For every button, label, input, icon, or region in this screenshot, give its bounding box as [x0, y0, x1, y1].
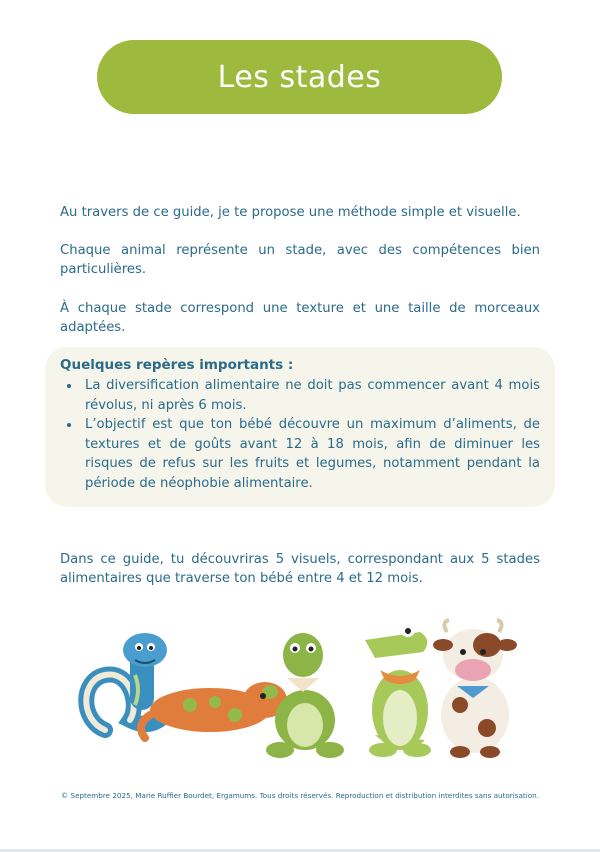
intro-paragraph-3: À chaque stade correspond une texture et une taille de morceaux adaptées.	[60, 301, 540, 335]
page-title: Les stades	[217, 59, 382, 95]
crocodile-illustration	[365, 623, 431, 757]
list-item: L’objectif est que ton bébé découvre un maximum d’aliments, de textures et de goûts avant 12 à 18 mois, afin de diminuer les risques de refus sur les fruits et legumes, notamment pendant la période de néophobie alimentaire.	[60, 415, 540, 493]
bullet-icon	[67, 423, 71, 427]
intro-paragraph-1: Au travers de ce guide, je te propose une méthode simple et visuelle.	[60, 205, 521, 220]
animals-illustration	[75, 610, 525, 760]
highlights-title: Quelques repères importants :	[60, 357, 294, 373]
intro-paragraph-2: Chaque animal représente un stade, avec des compétences bien particulières.	[60, 243, 540, 277]
highlights-list	[60, 376, 540, 493]
bullet-icon	[67, 384, 71, 388]
copyright-footer: © Septembre 2025, Marie Ruffier Bourdet, Ergamums. Tous droits réservés. Reproduction et distribution interdites sans autorisation.	[61, 791, 539, 800]
cow-illustration	[433, 620, 517, 758]
list-item: La diversification alimentaire ne doit pas commencer avant 4 mois révolus, ni après 6 mois.	[60, 376, 540, 415]
title-banner	[97, 40, 502, 114]
closing-paragraph: Dans ce guide, tu découvriras 5 visuels, correspondant aux 5 stades alimentaires que traverse ton bébé entre 4 et 12 mois.	[60, 552, 540, 586]
lizard-illustration	[141, 682, 287, 738]
